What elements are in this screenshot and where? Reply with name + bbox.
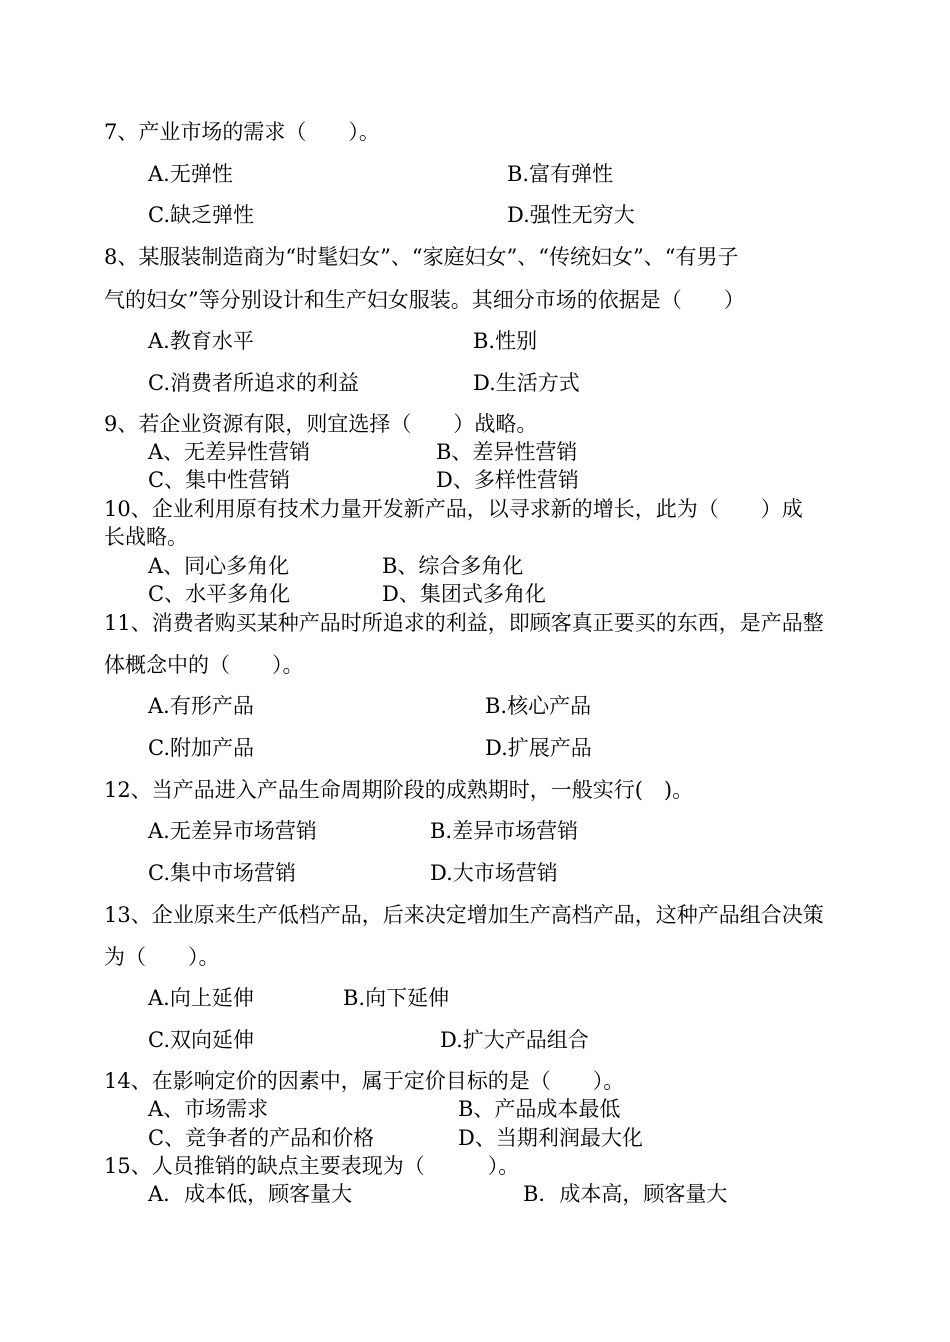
question-7-stem: 7、产业市场的需求（ ）。 <box>104 120 380 144</box>
question-12-option-d: D.大市场营销 <box>430 861 558 885</box>
question-15-stem: 15、人员推销的缺点主要表现为（ ）。 <box>104 1154 520 1178</box>
question-11-option-a: A.有形产品 <box>148 694 254 718</box>
question-8-stem-line-2: 气的妇女”等分别设计和生产妇女服装。其细分市场的依据是（ ） <box>104 288 745 312</box>
question-9-option-b: B、差异性营销 <box>436 440 578 464</box>
question-15-option-b: B．成本高，顾客量大 <box>523 1182 728 1206</box>
question-14-option-c: C、竞争者的产品和价格 <box>148 1126 375 1150</box>
question-13-option-c: C.双向延伸 <box>148 1028 254 1052</box>
question-8-stem-line-1: 8、某服装制造商为“时髦妇女”、“家庭妇女”、“传统妇女”、“有男子 <box>104 245 739 269</box>
question-10-option-a: A、同心多角化 <box>148 554 290 578</box>
question-9-option-a: A、无差异性营销 <box>148 440 311 464</box>
question-14-option-d: D、当期利润最大化 <box>458 1126 643 1150</box>
question-15-option-a: A．成本低，顾客量大 <box>148 1182 353 1206</box>
question-9-stem: 9、若企业资源有限，则宜选择（ ）战略。 <box>104 412 538 436</box>
question-8-option-b: B.性别 <box>473 329 538 353</box>
question-12-option-b: B.差异市场营销 <box>430 819 579 843</box>
question-13-option-a: A.向上延伸 <box>148 986 254 1010</box>
question-10-stem-line-1: 10、企业利用原有技术力量开发新产品，以寻求新的增长，此为（ ）成 <box>104 497 803 521</box>
question-11-stem-line-1: 11、消费者购买某种产品时所追求的利益，即顾客真正要买的东西，是产品整 <box>104 611 824 635</box>
question-7-option-d: D.强性无穷大 <box>507 203 635 227</box>
question-12-stem: 12、当产品进入产品生命周期阶段的成熟期时，一般实行( )。 <box>104 778 694 802</box>
question-8-option-d: D.生活方式 <box>473 371 580 395</box>
question-9-option-d: D、多样性营销 <box>436 468 579 492</box>
question-13-stem-line-1: 13、企业原来生产低档产品，后来决定增加生产高档产品，这种产品组合决策 <box>104 903 824 927</box>
question-10-option-c: C、水平多角化 <box>148 582 291 606</box>
question-7-option-a: A.无弹性 <box>148 162 233 186</box>
question-12-option-c: C.集中市场营销 <box>148 861 296 885</box>
question-11-option-c: C.附加产品 <box>148 736 254 760</box>
question-12-option-a: A.无差异市场营销 <box>148 819 317 843</box>
question-8-option-c: C.消费者所追求的利益 <box>148 371 359 395</box>
question-14-option-a: A、市场需求 <box>148 1097 269 1121</box>
question-11-stem-line-2: 体概念中的（ ）。 <box>104 653 304 677</box>
question-13-option-d: D.扩大产品组合 <box>440 1028 589 1052</box>
question-9-option-c: C、集中性营销 <box>148 468 291 492</box>
question-10-option-b: B、综合多角化 <box>382 554 524 578</box>
question-7-option-c: C.缺乏弹性 <box>148 203 254 227</box>
question-13-option-b: B.向下延伸 <box>343 986 450 1010</box>
question-10-stem-line-2: 长战略。 <box>104 525 188 549</box>
question-11-option-b: B.核心产品 <box>485 694 592 718</box>
question-13-stem-line-2: 为（ ）。 <box>104 945 220 969</box>
question-7-option-b: B.富有弹性 <box>507 162 614 186</box>
question-14-option-b: B、产品成本最低 <box>458 1097 621 1121</box>
question-14-stem: 14、在影响定价的因素中，属于定价目标的是（ ）。 <box>104 1069 625 1093</box>
question-10-option-d: D、集团式多角化 <box>382 582 546 606</box>
question-8-option-a: A.教育水平 <box>148 329 254 353</box>
question-11-option-d: D.扩展产品 <box>485 736 592 760</box>
